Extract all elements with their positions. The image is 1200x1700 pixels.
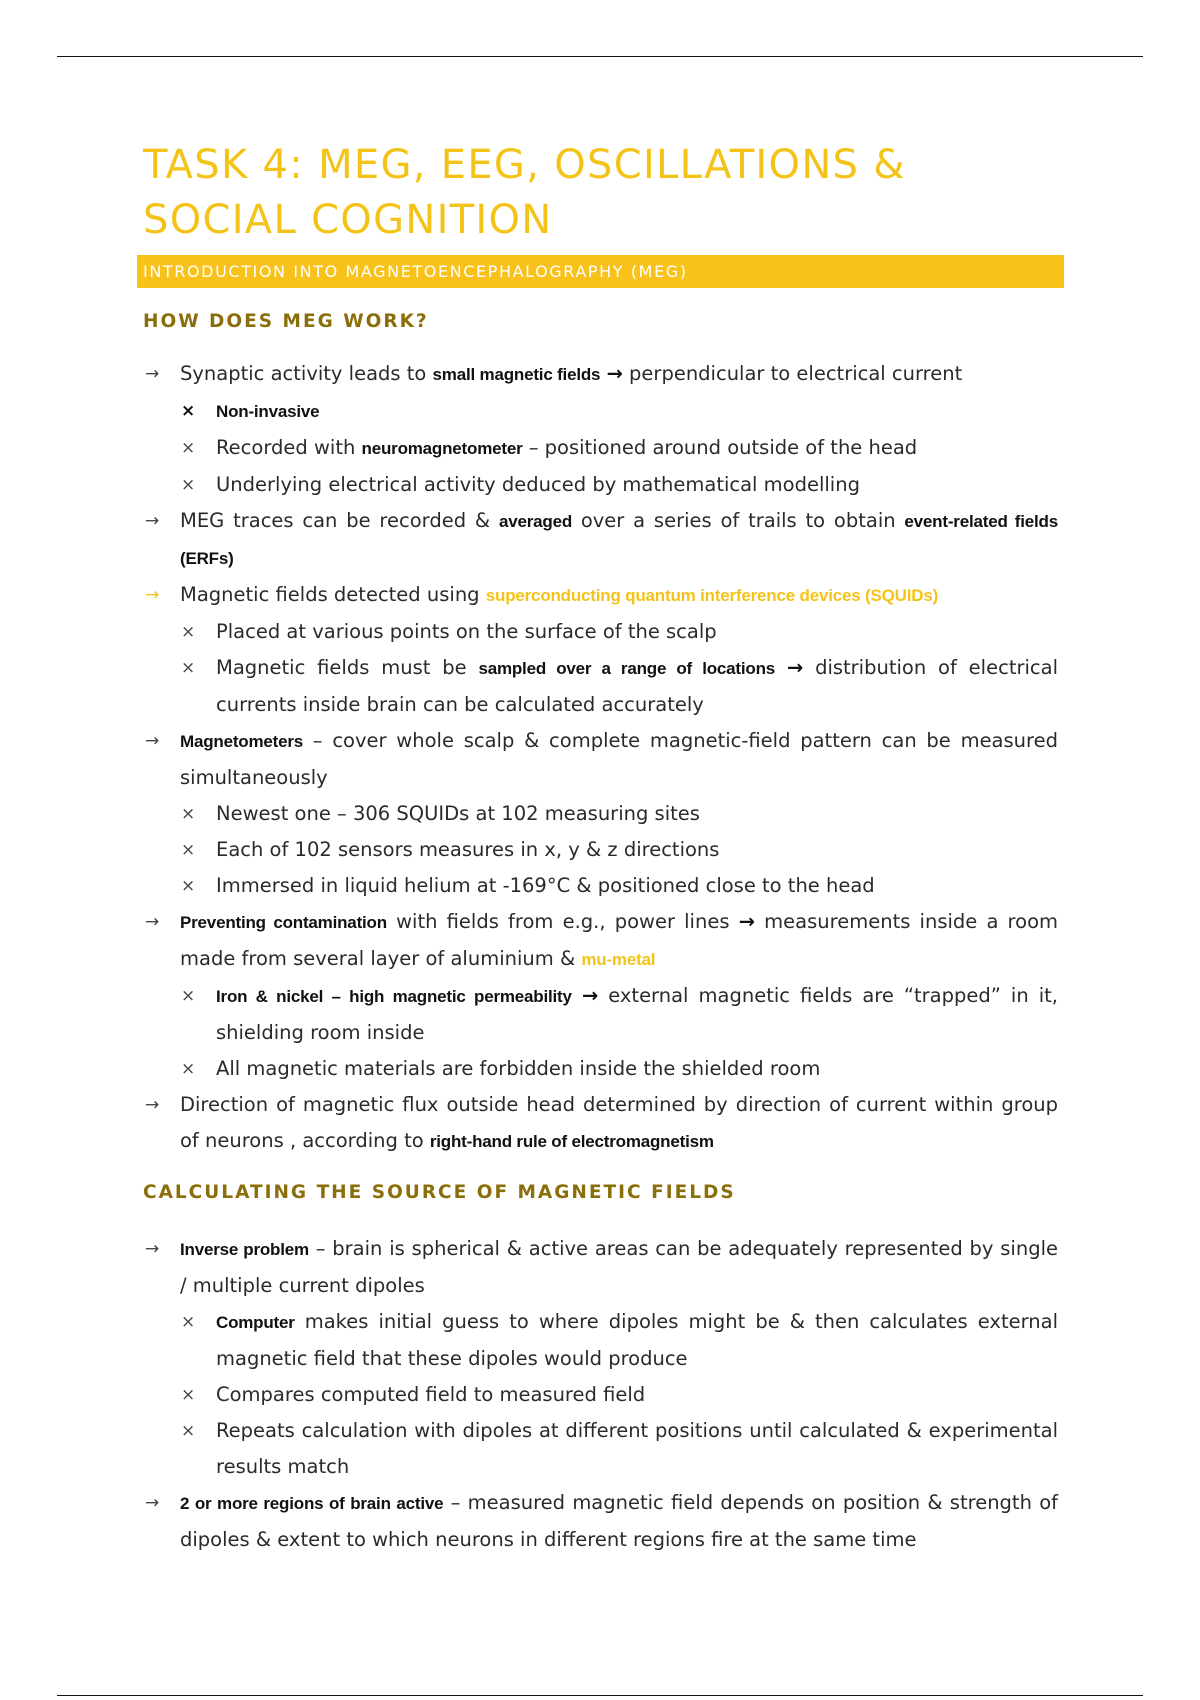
subheading-how-meg-works: HOW DOES MEG WORK? xyxy=(143,311,429,332)
list-item: × Compares computed field to measured field xyxy=(143,1377,1058,1413)
cross-bullet-icon: × xyxy=(181,1385,196,1405)
list-item: → Preventing contamination with fields from e.g., power lines → measurements inside a room made from several layer of aluminium & mu-metal xyxy=(143,904,1058,978)
arrow-icon: → xyxy=(786,656,804,679)
arrow-icon: → xyxy=(581,984,599,1007)
bullet-list-source xyxy=(143,1231,1058,1558)
list-item: × Placed at various points on the surface of the scalp xyxy=(143,614,1058,650)
list-item: → 2 or more regions of brain active – measured magnetic field depends on position & strength of dipoles & extent to which neurons in different regions fire at the same time xyxy=(143,1485,1058,1558)
list-item: × All magnetic materials are forbidden inside the shielded room xyxy=(143,1051,1058,1087)
cross-bullet-icon: × xyxy=(181,401,196,421)
list-item: × Newest one – 306 SQUIDs at 102 measuring sites xyxy=(143,796,1058,832)
list-item: × Repeats calculation with dipoles at different positions until calculated & experimental results match xyxy=(143,1413,1058,1485)
cross-bullet-icon: × xyxy=(181,438,196,458)
section-heading-bar: INTRODUCTION INTO MAGNETOENCEPHALOGRAPHY (MEG) xyxy=(137,255,1064,288)
list-item: × Recorded with neuromagnetometer – positioned around outside of the head xyxy=(143,430,1058,467)
list-item: × Underlying electrical activity deduced by mathematical modelling xyxy=(143,467,1058,503)
list-item: → Inverse problem – brain is spherical & active areas can be adequately represented by single / multiple current dipoles xyxy=(143,1231,1058,1304)
list-item: → Direction of magnetic flux outside head determined by direction of current within group of neurons , according to right-hand rule of electromagnetism xyxy=(143,1087,1058,1160)
arrow-bullet-icon: → xyxy=(145,1095,160,1115)
arrow-icon: → xyxy=(606,362,623,385)
cross-bullet-icon: × xyxy=(181,622,196,642)
list-item: → Magnetometers – cover whole scalp & complete magnetic-field pattern can be measured simultaneously xyxy=(143,723,1058,796)
cross-bullet-icon: × xyxy=(181,1312,196,1332)
list-item: × Non-invasive xyxy=(143,393,1058,430)
cross-bullet-icon: × xyxy=(181,1421,196,1441)
page-title: TASK 4: MEG, EEG, OSCILLATIONS & SOCIAL COGNITION xyxy=(143,142,906,243)
list-item: × Computer makes initial guess to where dipoles might be & then calculates external magnetic field that these dipoles would produce xyxy=(143,1304,1058,1377)
list-item: × Immersed in liquid helium at -169°C & positioned close to the head xyxy=(143,868,1058,904)
bottom-rule xyxy=(57,1695,1143,1696)
cross-bullet-icon: × xyxy=(181,986,196,1006)
cross-bullet-icon: × xyxy=(181,840,196,860)
cross-bullet-icon: × xyxy=(181,876,196,896)
top-rule xyxy=(57,56,1143,57)
list-item: × Each of 102 sensors measures in x, y & z directions xyxy=(143,832,1058,868)
bullet-list-meg xyxy=(143,356,1058,1160)
arrow-bullet-icon: → xyxy=(145,912,160,932)
list-item: → Magnetic fields detected using superconducting quantum interference devices (SQUIDs) xyxy=(143,577,1058,614)
cross-bullet-icon: × xyxy=(181,1059,196,1079)
list-item: → MEG traces can be recorded & averaged over a series of trails to obtain event-related fields (ERFs) xyxy=(143,503,1058,577)
list-item: × Iron & nickel – high magnetic permeability → external magnetic fields are “trapped” in it, shielding room inside xyxy=(143,978,1058,1051)
arrow-bullet-icon: → xyxy=(145,585,160,605)
subheading-calculating-source: CALCULATING THE SOURCE OF MAGNETIC FIELDS xyxy=(143,1182,736,1203)
cross-bullet-icon: × xyxy=(181,475,196,495)
cross-bullet-icon: × xyxy=(181,804,196,824)
arrow-bullet-icon: → xyxy=(145,364,160,384)
list-item: × Magnetic fields must be sampled over a range of locations → distribution of electrical currents inside brain can be calculated accurately xyxy=(143,650,1058,723)
list-item: → Synaptic activity leads to small magnetic fields → perpendicular to electrical current xyxy=(143,356,1058,393)
arrow-bullet-icon: → xyxy=(145,1239,160,1259)
arrow-icon: → xyxy=(738,910,756,933)
arrow-bullet-icon: → xyxy=(145,511,160,531)
arrow-bullet-icon: → xyxy=(145,1493,160,1513)
document-body xyxy=(143,138,1058,1558)
cross-bullet-icon: × xyxy=(181,658,196,678)
arrow-bullet-icon: → xyxy=(145,731,160,751)
